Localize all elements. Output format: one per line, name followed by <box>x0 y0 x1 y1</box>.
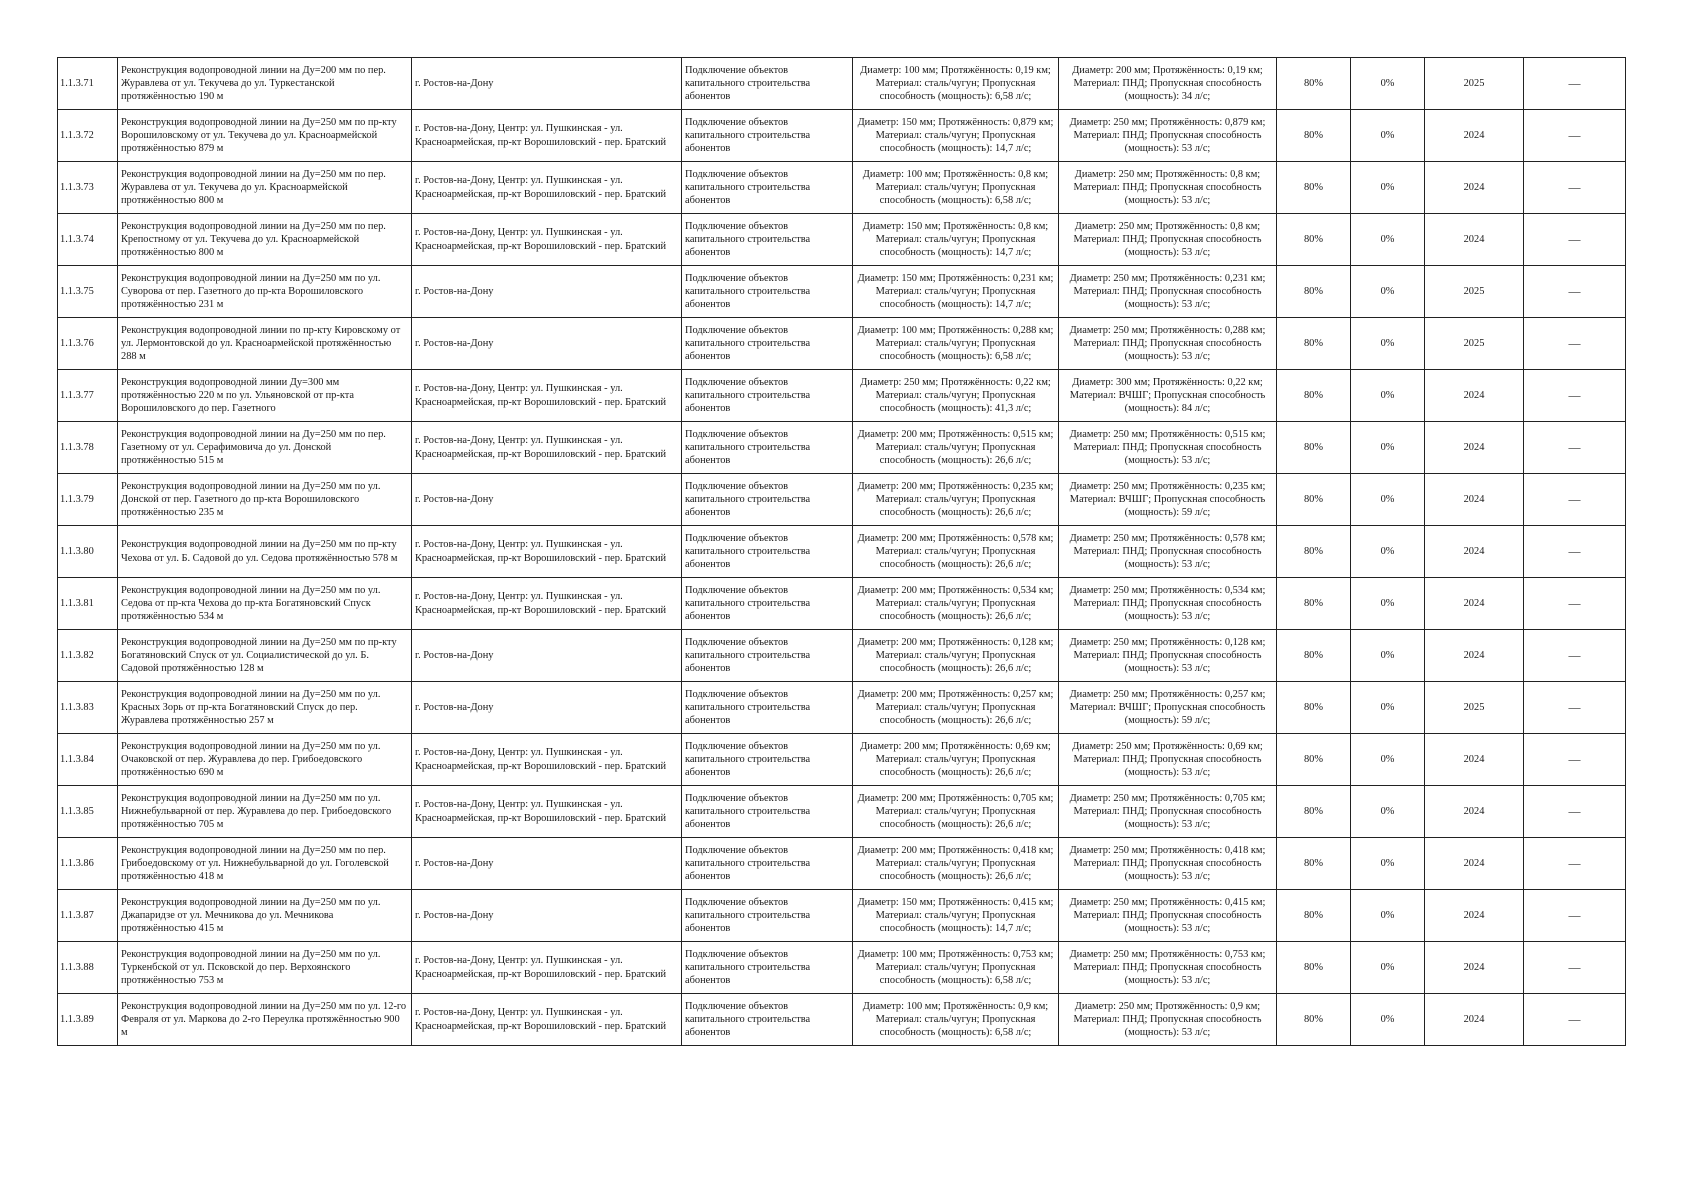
row-percent-a: 80% <box>1277 838 1351 890</box>
row-purpose: Подключение объектов капитального строительства абонентов <box>682 214 853 266</box>
row-location: г. Ростов-на-Дону, Центр: ул. Пушкинская - ул. Красноармейская, пр-кт Ворошиловский - пер. Братский <box>412 422 682 474</box>
row-before: Диаметр: 200 мм; Протяжённость: 0,705 км; Материал: сталь/чугун; Пропускная способность (мощность): 26,6 л/с; <box>853 786 1059 838</box>
row-percent-a: 80% <box>1277 58 1351 110</box>
row-location: г. Ростов-на-Дону, Центр: ул. Пушкинская - ул. Красноармейская, пр-кт Ворошиловский - пер. Братский <box>412 162 682 214</box>
row-after: Диаметр: 250 мм; Протяжённость: 0,128 км; Материал: ПНД; Пропускная способность (мощность): 53 л/с; <box>1059 630 1277 682</box>
row-after: Диаметр: 300 мм; Протяжённость: 0,22 км; Материал: ВЧШГ; Пропускная способность (мощность): 84 л/с; <box>1059 370 1277 422</box>
row-before: Диаметр: 150 мм; Протяжённость: 0,415 км; Материал: сталь/чугун; Пропускная способность (мощность): 14,7 л/с; <box>853 890 1059 942</box>
row-percent-b: 0% <box>1351 786 1425 838</box>
row-year: 2024 <box>1425 734 1524 786</box>
row-percent-a: 80% <box>1277 578 1351 630</box>
row-after: Диаметр: 250 мм; Протяжённость: 0,753 км; Материал: ПНД; Пропускная способность (мощность): 53 л/с; <box>1059 942 1277 994</box>
table-body <box>58 58 1626 1046</box>
row-name: Реконструкция водопроводной линии на Ду=250 мм по пр-кту Чехова от ул. Б. Садовой до ул. Седова протяжённостью 578 м <box>118 526 412 578</box>
table-row <box>58 162 1626 214</box>
row-purpose: Подключение объектов капитального строительства абонентов <box>682 370 853 422</box>
row-percent-b: 0% <box>1351 734 1425 786</box>
row-year: 2024 <box>1425 214 1524 266</box>
row-location: г. Ростов-на-Дону, Центр: ул. Пушкинская - ул. Красноармейская, пр-кт Ворошиловский - пер. Братский <box>412 526 682 578</box>
row-percent-b: 0% <box>1351 318 1425 370</box>
row-code: 1.1.3.76 <box>58 318 118 370</box>
row-year: 2025 <box>1425 682 1524 734</box>
row-percent-b: 0% <box>1351 578 1425 630</box>
row-percent-a: 80% <box>1277 734 1351 786</box>
row-code: 1.1.3.86 <box>58 838 118 890</box>
row-percent-a: 80% <box>1277 214 1351 266</box>
table-row <box>58 786 1626 838</box>
row-before: Диаметр: 150 мм; Протяжённость: 0,879 км; Материал: сталь/чугун; Пропускная способность (мощность): 14,7 л/с; <box>853 110 1059 162</box>
table-row <box>58 630 1626 682</box>
row-percent-a: 80% <box>1277 786 1351 838</box>
row-percent-b: 0% <box>1351 370 1425 422</box>
row-purpose: Подключение объектов капитального строительства абонентов <box>682 318 853 370</box>
row-dash: — <box>1524 890 1626 942</box>
row-dash: — <box>1524 682 1626 734</box>
row-purpose: Подключение объектов капитального строительства абонентов <box>682 578 853 630</box>
row-year: 2024 <box>1425 474 1524 526</box>
table-row <box>58 838 1626 890</box>
row-purpose: Подключение объектов капитального строительства абонентов <box>682 110 853 162</box>
table-row <box>58 110 1626 162</box>
row-dash: — <box>1524 370 1626 422</box>
row-before: Диаметр: 100 мм; Протяжённость: 0,9 км; Материал: сталь/чугун; Пропускная способность (мощность): 6,58 л/с; <box>853 994 1059 1046</box>
row-before: Диаметр: 150 мм; Протяжённость: 0,231 км; Материал: сталь/чугун; Пропускная способность (мощность): 14,7 л/с; <box>853 266 1059 318</box>
row-after: Диаметр: 250 мм; Протяжённость: 0,69 км; Материал: ПНД; Пропускная способность (мощность): 53 л/с; <box>1059 734 1277 786</box>
row-purpose: Подключение объектов капитального строительства абонентов <box>682 838 853 890</box>
row-location: г. Ростов-на-Дону, Центр: ул. Пушкинская - ул. Красноармейская, пр-кт Ворошиловский - пер. Братский <box>412 370 682 422</box>
row-code: 1.1.3.78 <box>58 422 118 474</box>
row-dash: — <box>1524 422 1626 474</box>
row-name: Реконструкция водопроводной линии на Ду=250 мм по ул. Донской от пер. Газетного до пр-кта Ворошиловского протяжённостью 235 м <box>118 474 412 526</box>
row-code: 1.1.3.74 <box>58 214 118 266</box>
row-after: Диаметр: 250 мм; Протяжённость: 0,231 км; Материал: ПНД; Пропускная способность (мощность): 53 л/с; <box>1059 266 1277 318</box>
row-before: Диаметр: 200 мм; Протяжённость: 0,578 км; Материал: сталь/чугун; Пропускная способность (мощность): 26,6 л/с; <box>853 526 1059 578</box>
row-name: Реконструкция водопроводной линии на Ду=250 мм по ул. Джапаридзе от ул. Мечникова до ул. Мечникова протяжённостью 415 м <box>118 890 412 942</box>
row-before: Диаметр: 200 мм; Протяжённость: 0,257 км; Материал: сталь/чугун; Пропускная способность (мощность): 26,6 л/с; <box>853 682 1059 734</box>
row-percent-b: 0% <box>1351 214 1425 266</box>
row-percent-b: 0% <box>1351 162 1425 214</box>
row-code: 1.1.3.85 <box>58 786 118 838</box>
row-code: 1.1.3.87 <box>58 890 118 942</box>
table-row <box>58 890 1626 942</box>
row-before: Диаметр: 100 мм; Протяжённость: 0,8 км; Материал: сталь/чугун; Пропускная способность (мощность): 6,58 л/с; <box>853 162 1059 214</box>
row-year: 2024 <box>1425 526 1524 578</box>
row-dash: — <box>1524 58 1626 110</box>
row-percent-b: 0% <box>1351 838 1425 890</box>
row-percent-b: 0% <box>1351 942 1425 994</box>
row-percent-a: 80% <box>1277 266 1351 318</box>
row-location: г. Ростов-на-Дону <box>412 630 682 682</box>
row-purpose: Подключение объектов капитального строительства абонентов <box>682 58 853 110</box>
row-year: 2024 <box>1425 994 1524 1046</box>
row-percent-b: 0% <box>1351 474 1425 526</box>
row-location: г. Ростов-на-Дону, Центр: ул. Пушкинская - ул. Красноармейская, пр-кт Ворошиловский - пер. Братский <box>412 942 682 994</box>
row-after: Диаметр: 250 мм; Протяжённость: 0,9 км; Материал: ПНД; Пропускная способность (мощность): 53 л/с; <box>1059 994 1277 1046</box>
row-after: Диаметр: 250 мм; Протяжённость: 0,288 км; Материал: ПНД; Пропускная способность (мощность): 53 л/с; <box>1059 318 1277 370</box>
row-name: Реконструкция водопроводной линии Ду=300 мм протяжённостью 220 м по ул. Ульяновской от пр-кта Ворошиловского до пер. Газетного <box>118 370 412 422</box>
row-name: Реконструкция водопроводной линии на Ду=250 мм по пр-кту Ворошиловскому от ул. Текучева до ул. Красноармейской протяжённостью 879 м <box>118 110 412 162</box>
row-dash: — <box>1524 162 1626 214</box>
row-name: Реконструкция водопроводной линии на Ду=250 мм по ул. Туркенбской от ул. Псковской до пер. Верхоянского протяжённостью 753 м <box>118 942 412 994</box>
row-location: г. Ростов-на-Дону <box>412 838 682 890</box>
table-row <box>58 474 1626 526</box>
row-name: Реконструкция водопроводной линии на Ду=250 мм по пер. Газетному от ул. Серафимовича до ул. Донской протяжённостью 515 м <box>118 422 412 474</box>
row-dash: — <box>1524 266 1626 318</box>
row-percent-a: 80% <box>1277 162 1351 214</box>
row-code: 1.1.3.89 <box>58 994 118 1046</box>
row-dash: — <box>1524 942 1626 994</box>
row-percent-b: 0% <box>1351 422 1425 474</box>
row-location: г. Ростов-на-Дону <box>412 266 682 318</box>
row-name: Реконструкция водопроводной линии на Ду=250 мм по ул. Суворова от пер. Газетного до пр-кта Ворошиловского протяжённостью 231 м <box>118 266 412 318</box>
row-dash: — <box>1524 318 1626 370</box>
row-name: Реконструкция водопроводной линии на Ду=250 мм по ул. Седова от пр-кта Чехова до пр-кта Богатяновский Спуск протяжённостью 534 м <box>118 578 412 630</box>
row-year: 2024 <box>1425 578 1524 630</box>
row-code: 1.1.3.88 <box>58 942 118 994</box>
row-dash: — <box>1524 214 1626 266</box>
row-name: Реконструкция водопроводной линии на Ду=200 мм по пер. Журавлева от ул. Текучева до ул. Туркестанской протяжённостью 190 м <box>118 58 412 110</box>
table-row <box>58 682 1626 734</box>
row-code: 1.1.3.82 <box>58 630 118 682</box>
row-name: Реконструкция водопроводной линии на Ду=250 мм по ул. Нижнебульварной от пер. Журавлева до пер. Грибоедовского протяжённостью 705 м <box>118 786 412 838</box>
row-purpose: Подключение объектов капитального строительства абонентов <box>682 526 853 578</box>
row-percent-a: 80% <box>1277 890 1351 942</box>
table-row <box>58 318 1626 370</box>
row-dash: — <box>1524 526 1626 578</box>
row-after: Диаметр: 250 мм; Протяжённость: 0,578 км; Материал: ПНД; Пропускная способность (мощность): 53 л/с; <box>1059 526 1277 578</box>
row-percent-a: 80% <box>1277 994 1351 1046</box>
row-percent-a: 80% <box>1277 110 1351 162</box>
row-code: 1.1.3.75 <box>58 266 118 318</box>
row-name: Реконструкция водопроводной линии на Ду=250 мм по пер. Крепостному от ул. Текучева до ул. Красноармейской протяжённостью 800 м <box>118 214 412 266</box>
row-percent-a: 80% <box>1277 370 1351 422</box>
row-year: 2024 <box>1425 422 1524 474</box>
row-purpose: Подключение объектов капитального строительства абонентов <box>682 422 853 474</box>
row-before: Диаметр: 200 мм; Протяжённость: 0,69 км; Материал: сталь/чугун; Пропускная способность (мощность): 26,6 л/с; <box>853 734 1059 786</box>
row-after: Диаметр: 250 мм; Протяжённость: 0,418 км; Материал: ПНД; Пропускная способность (мощность): 53 л/с; <box>1059 838 1277 890</box>
row-percent-b: 0% <box>1351 526 1425 578</box>
row-dash: — <box>1524 630 1626 682</box>
row-purpose: Подключение объектов капитального строительства абонентов <box>682 786 853 838</box>
row-name: Реконструкция водопроводной линии на Ду=250 мм по ул. 12-го Февраля от ул. Маркова до 2-го Переулка протяжённостью 900 м <box>118 994 412 1046</box>
row-year: 2024 <box>1425 162 1524 214</box>
row-location: г. Ростов-на-Дону, Центр: ул. Пушкинская - ул. Красноармейская, пр-кт Ворошиловский - пер. Братский <box>412 214 682 266</box>
row-code: 1.1.3.81 <box>58 578 118 630</box>
row-percent-a: 80% <box>1277 630 1351 682</box>
row-percent-b: 0% <box>1351 682 1425 734</box>
row-dash: — <box>1524 474 1626 526</box>
table-row <box>58 526 1626 578</box>
row-percent-a: 80% <box>1277 474 1351 526</box>
row-name: Реконструкция водопроводной линии на Ду=250 мм по пер. Грибоедовскому от ул. Нижнебульварной до ул. Гоголевской протяжённостью 418 м <box>118 838 412 890</box>
row-before: Диаметр: 200 мм; Протяжённость: 0,418 км; Материал: сталь/чугун; Пропускная способность (мощность): 26,6 л/с; <box>853 838 1059 890</box>
row-location: г. Ростов-на-Дону <box>412 890 682 942</box>
row-code: 1.1.3.71 <box>58 58 118 110</box>
row-percent-b: 0% <box>1351 890 1425 942</box>
row-location: г. Ростов-на-Дону, Центр: ул. Пушкинская - ул. Красноармейская, пр-кт Ворошиловский - пер. Братский <box>412 786 682 838</box>
row-before: Диаметр: 200 мм; Протяжённость: 0,128 км; Материал: сталь/чугун; Пропускная способность (мощность): 26,6 л/с; <box>853 630 1059 682</box>
table-row <box>58 422 1626 474</box>
row-year: 2024 <box>1425 838 1524 890</box>
table-row <box>58 942 1626 994</box>
row-percent-a: 80% <box>1277 526 1351 578</box>
row-location: г. Ростов-на-Дону, Центр: ул. Пушкинская - ул. Красноармейская, пр-кт Ворошиловский - пер. Братский <box>412 734 682 786</box>
row-percent-b: 0% <box>1351 58 1425 110</box>
row-before: Диаметр: 200 мм; Протяжённость: 0,534 км; Материал: сталь/чугун; Пропускная способность (мощность): 26,6 л/с; <box>853 578 1059 630</box>
table-row <box>58 370 1626 422</box>
row-after: Диаметр: 250 мм; Протяжённость: 0,235 км; Материал: ВЧШГ; Пропускная способность (мощность): 59 л/с; <box>1059 474 1277 526</box>
row-before: Диаметр: 100 мм; Протяжённость: 0,19 км; Материал: сталь/чугун; Пропускная способность (мощность): 6,58 л/с; <box>853 58 1059 110</box>
row-year: 2025 <box>1425 58 1524 110</box>
row-dash: — <box>1524 838 1626 890</box>
row-purpose: Подключение объектов капитального строительства абонентов <box>682 682 853 734</box>
row-purpose: Подключение объектов капитального строительства абонентов <box>682 630 853 682</box>
row-percent-b: 0% <box>1351 110 1425 162</box>
table-row <box>58 266 1626 318</box>
row-purpose: Подключение объектов капитального строительства абонентов <box>682 162 853 214</box>
row-dash: — <box>1524 578 1626 630</box>
row-location: г. Ростов-на-Дону <box>412 682 682 734</box>
row-name: Реконструкция водопроводной линии по пр-кту Кировскому от ул. Лермонтовской до ул. Красноармейской протяжённостью 288 м <box>118 318 412 370</box>
row-year: 2024 <box>1425 942 1524 994</box>
row-percent-b: 0% <box>1351 630 1425 682</box>
row-location: г. Ростов-на-Дону <box>412 474 682 526</box>
row-code: 1.1.3.79 <box>58 474 118 526</box>
row-percent-a: 80% <box>1277 422 1351 474</box>
row-before: Диаметр: 150 мм; Протяжённость: 0,8 км; Материал: сталь/чугун; Пропускная способность (мощность): 14,7 л/с; <box>853 214 1059 266</box>
row-percent-a: 80% <box>1277 318 1351 370</box>
row-year: 2025 <box>1425 318 1524 370</box>
row-dash: — <box>1524 994 1626 1046</box>
row-code: 1.1.3.80 <box>58 526 118 578</box>
row-purpose: Подключение объектов капитального строительства абонентов <box>682 942 853 994</box>
row-after: Диаметр: 250 мм; Протяжённость: 0,534 км; Материал: ПНД; Пропускная способность (мощность): 53 л/с; <box>1059 578 1277 630</box>
row-after: Диаметр: 250 мм; Протяжённость: 0,705 км; Материал: ПНД; Пропускная способность (мощность): 53 л/с; <box>1059 786 1277 838</box>
row-code: 1.1.3.83 <box>58 682 118 734</box>
row-after: Диаметр: 250 мм; Протяжённость: 0,8 км; Материал: ПНД; Пропускная способность (мощность): 53 л/с; <box>1059 214 1277 266</box>
row-location: г. Ростов-на-Дону <box>412 58 682 110</box>
row-location: г. Ростов-на-Дону <box>412 318 682 370</box>
row-before: Диаметр: 250 мм; Протяжённость: 0,22 км; Материал: сталь/чугун; Пропускная способность (мощность): 41,3 л/с; <box>853 370 1059 422</box>
row-percent-b: 0% <box>1351 994 1425 1046</box>
table-row <box>58 214 1626 266</box>
row-purpose: Подключение объектов капитального строительства абонентов <box>682 266 853 318</box>
row-purpose: Подключение объектов капитального строительства абонентов <box>682 890 853 942</box>
row-year: 2024 <box>1425 110 1524 162</box>
row-year: 2024 <box>1425 370 1524 422</box>
row-after: Диаметр: 250 мм; Протяжённость: 0,8 км; Материал: ПНД; Пропускная способность (мощность): 53 л/с; <box>1059 162 1277 214</box>
table-row <box>58 734 1626 786</box>
row-location: г. Ростов-на-Дону, Центр: ул. Пушкинская - ул. Красноармейская, пр-кт Ворошиловский - пер. Братский <box>412 578 682 630</box>
row-code: 1.1.3.73 <box>58 162 118 214</box>
row-year: 2024 <box>1425 630 1524 682</box>
row-name: Реконструкция водопроводной линии на Ду=250 мм по ул. Очаковской от пер. Журавлева до пер. Грибоедовского протяжённостью 690 м <box>118 734 412 786</box>
row-dash: — <box>1524 786 1626 838</box>
row-dash: — <box>1524 110 1626 162</box>
row-before: Диаметр: 100 мм; Протяжённость: 0,753 км; Материал: сталь/чугун; Пропускная способность (мощность): 6,58 л/с; <box>853 942 1059 994</box>
row-after: Диаметр: 250 мм; Протяжённость: 0,415 км; Материал: ПНД; Пропускная способность (мощность): 53 л/с; <box>1059 890 1277 942</box>
row-code: 1.1.3.84 <box>58 734 118 786</box>
row-year: 2024 <box>1425 890 1524 942</box>
row-name: Реконструкция водопроводной линии на Ду=250 мм по пр-кту Богатяновский Спуск от ул. Социалистической до ул. Б. Садовой протяжённостью 128 м <box>118 630 412 682</box>
row-after: Диаметр: 200 мм; Протяжённость: 0,19 км; Материал: ПНД; Пропускная способность (мощность): 34 л/с; <box>1059 58 1277 110</box>
row-code: 1.1.3.77 <box>58 370 118 422</box>
reconstruction-table <box>57 57 1626 1046</box>
row-after: Диаметр: 250 мм; Протяжённость: 0,257 км; Материал: ВЧШГ; Пропускная способность (мощность): 59 л/с; <box>1059 682 1277 734</box>
row-after: Диаметр: 250 мм; Протяжённость: 0,879 км; Материал: ПНД; Пропускная способность (мощность): 53 л/с; <box>1059 110 1277 162</box>
row-dash: — <box>1524 734 1626 786</box>
row-after: Диаметр: 250 мм; Протяжённость: 0,515 км; Материал: ПНД; Пропускная способность (мощность): 53 л/с; <box>1059 422 1277 474</box>
row-name: Реконструкция водопроводной линии на Ду=250 мм по пер. Журавлева от ул. Текучева до ул. Красноармейской протяжённостью 800 м <box>118 162 412 214</box>
row-location: г. Ростов-на-Дону, Центр: ул. Пушкинская - ул. Красноармейская, пр-кт Ворошиловский - пер. Братский <box>412 110 682 162</box>
row-before: Диаметр: 100 мм; Протяжённость: 0,288 км; Материал: сталь/чугун; Пропускная способность (мощность): 6,58 л/с; <box>853 318 1059 370</box>
table-row <box>58 578 1626 630</box>
row-percent-a: 80% <box>1277 682 1351 734</box>
table-row <box>58 58 1626 110</box>
row-purpose: Подключение объектов капитального строительства абонентов <box>682 994 853 1046</box>
row-percent-a: 80% <box>1277 942 1351 994</box>
table-row <box>58 994 1626 1046</box>
row-year: 2024 <box>1425 786 1524 838</box>
row-name: Реконструкция водопроводной линии на Ду=250 мм по ул. Красных Зорь от пр-кта Богатяновский Спуск до пер. Журавлева протяжённостью 257 м <box>118 682 412 734</box>
row-location: г. Ростов-на-Дону, Центр: ул. Пушкинская - ул. Красноармейская, пр-кт Ворошиловский - пер. Братский <box>412 994 682 1046</box>
row-purpose: Подключение объектов капитального строительства абонентов <box>682 474 853 526</box>
row-year: 2025 <box>1425 266 1524 318</box>
row-percent-b: 0% <box>1351 266 1425 318</box>
row-before: Диаметр: 200 мм; Протяжённость: 0,235 км; Материал: сталь/чугун; Пропускная способность (мощность): 26,6 л/с; <box>853 474 1059 526</box>
row-code: 1.1.3.72 <box>58 110 118 162</box>
row-before: Диаметр: 200 мм; Протяжённость: 0,515 км; Материал: сталь/чугун; Пропускная способность (мощность): 26,6 л/с; <box>853 422 1059 474</box>
row-purpose: Подключение объектов капитального строительства абонентов <box>682 734 853 786</box>
